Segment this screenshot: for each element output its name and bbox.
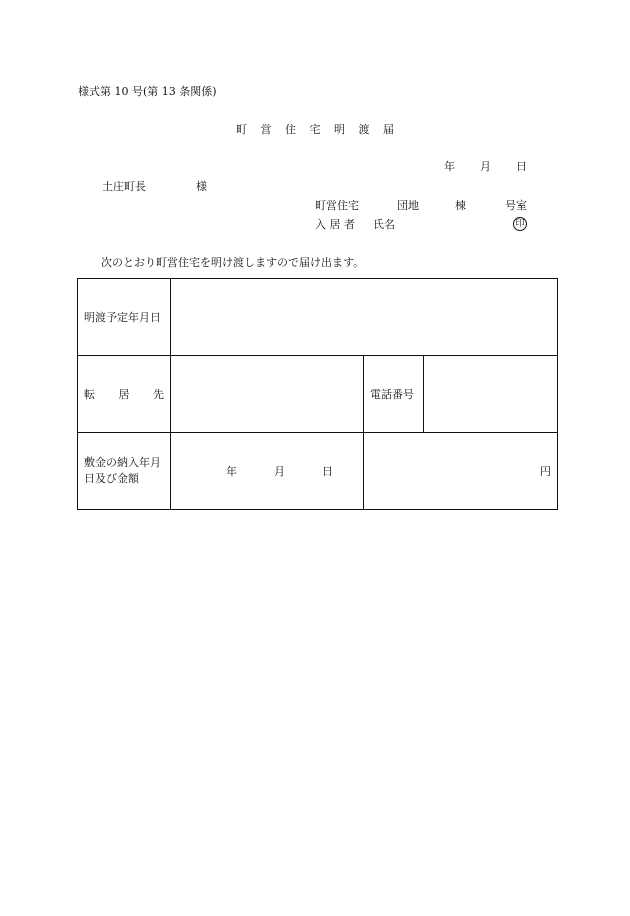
addressee-suffix: 様 <box>196 180 207 193</box>
form-table <box>77 278 558 510</box>
deposit-day-label: 日 <box>322 465 333 478</box>
deposit-month-label: 月 <box>274 465 285 478</box>
new-address-field[interactable] <box>171 356 364 433</box>
page-title <box>0 124 630 135</box>
deposit-label <box>78 433 171 510</box>
move-out-date-label: 明渡予定年月日 <box>78 279 171 356</box>
housing-label: 町営住宅 <box>315 199 359 212</box>
title-char: 住 <box>285 123 296 136</box>
table-row <box>78 356 558 433</box>
table-row <box>78 279 558 356</box>
new-address-char: 転 <box>84 388 95 401</box>
resident-label: 入 居 者 <box>315 218 355 231</box>
date-month-label: 月 <box>480 160 491 173</box>
date-day-label: 日 <box>516 160 527 173</box>
title-char: 明 <box>334 123 345 136</box>
building-label: 棟 <box>455 199 466 212</box>
deposit-date-field[interactable] <box>171 433 364 510</box>
deposit-label-line1: 敷金の納入年月 <box>84 455 161 469</box>
date-year-label: 年 <box>444 160 455 173</box>
yen-label: 円 <box>540 465 552 478</box>
deposit-amount-field[interactable] <box>364 433 558 510</box>
name-label: 氏名 <box>373 218 395 231</box>
title-char: 渡 <box>358 123 370 136</box>
form-number: 様式第 10 号(第 13 条関係) <box>78 85 217 98</box>
room-label: 号室 <box>505 199 527 212</box>
deposit-year-label: 年 <box>226 465 237 478</box>
new-address-char: 先 <box>153 388 164 401</box>
title-char: 宅 <box>309 123 321 136</box>
addressee-name: 土庄町長 <box>102 180 146 193</box>
complex-label: 団地 <box>397 199 419 212</box>
phone-label: 電話番号 <box>364 356 424 433</box>
title-char: 町 <box>236 123 247 136</box>
title-char: 届 <box>383 123 394 136</box>
intro-text: 次のとおり町営住宅を明け渡しますので届け出ます。 <box>101 256 365 269</box>
new-address-label <box>78 356 171 433</box>
title-char: 営 <box>260 123 272 136</box>
deposit-label-line2: 日及び金額 <box>84 472 139 485</box>
phone-field[interactable] <box>424 356 558 433</box>
move-out-date-field[interactable] <box>171 279 558 356</box>
seal-mark: 印 <box>513 217 527 231</box>
new-address-char: 居 <box>118 388 130 401</box>
table-row <box>78 433 558 510</box>
